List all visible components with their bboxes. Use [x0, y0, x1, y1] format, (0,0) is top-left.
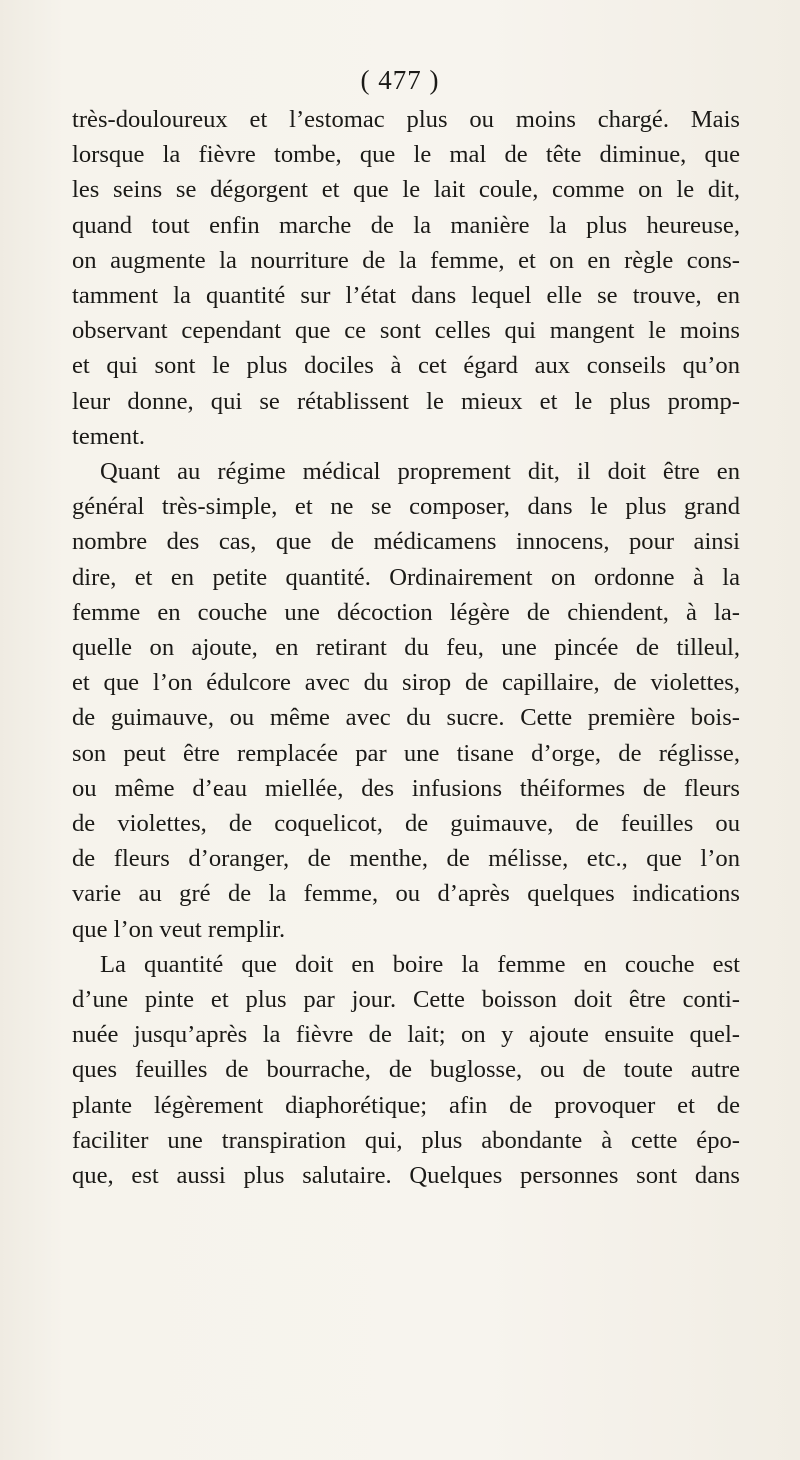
- text-line: observant cependant que ce sont celles qui mangent le moins: [72, 317, 740, 345]
- paragraph-3: [72, 947, 740, 1193]
- paragraph-2: [72, 454, 740, 947]
- text-line: quand tout enfin marche de la manière la plus heureuse,: [72, 211, 740, 239]
- text-line: général très-simple, et ne se composer, dans le plus grand: [72, 493, 740, 521]
- text-line: de fleurs d’oranger, de menthe, de mélisse, etc., que l’on: [72, 845, 740, 873]
- text-line: et que l’on édulcore avec du sirop de capillaire, de violettes,: [72, 669, 740, 697]
- text-line: La quantité que doit en boire la femme en couche est: [100, 950, 740, 978]
- text-line: que l’on veut remplir.: [72, 915, 286, 943]
- text-line: les seins se dégorgent et que le lait coule, comme on le dit,: [72, 176, 740, 204]
- text-line: varie au gré de la femme, ou d’après quelques indications: [72, 880, 740, 908]
- text-line: d’une pinte et plus par jour. Cette boisson doit être conti-: [72, 986, 740, 1014]
- text-line: dire, et en petite quantité. Ordinairement on ordonne à la: [72, 563, 740, 591]
- text-line: plante légèrement diaphorétique; afin de provoquer et de: [72, 1091, 740, 1119]
- text-line: tamment la quantité sur l’état dans lequel elle se trouve, en: [72, 282, 740, 310]
- page-body-text: [72, 102, 740, 1193]
- text-line: quelle on ajoute, en retirant du feu, une pincée de tilleul,: [72, 634, 740, 662]
- text-line: lorsque la fièvre tombe, que le mal de tête diminue, que: [72, 141, 740, 169]
- text-line: nuée jusqu’après la fièvre de lait; on y ajoute ensuite quel-: [72, 1021, 740, 1049]
- text-line: Quant au régime médical proprement dit, il doit être en: [100, 458, 740, 486]
- text-line: que, est aussi plus salutaire. Quelques personnes sont dans: [72, 1162, 740, 1190]
- text-line: et qui sont le plus dociles à cet égard aux conseils qu’on: [72, 352, 740, 380]
- text-line: très-douloureux et l’estomac plus ou moins chargé. Mais: [72, 106, 740, 133]
- text-line: femme en couche une décoction légère de chiendent, à la-: [72, 598, 740, 626]
- text-line: faciliter une transpiration qui, plus abondante à cette épo-: [72, 1126, 740, 1154]
- text-line: ou même d’eau miellée, des infusions théiformes de fleurs: [72, 774, 740, 802]
- paragraph-1: [72, 102, 740, 454]
- text-line: nombre des cas, que de médicamens innocens, pour ainsi: [72, 528, 740, 556]
- text-line: de violettes, de coquelicot, de guimauve, de feuilles ou: [72, 810, 740, 838]
- page-number: ( 477 ): [360, 65, 440, 95]
- text-line: ques feuilles de bourrache, de buglosse, ou de toute autre: [72, 1056, 740, 1084]
- text-line: de guimauve, ou même avec du sucre. Cette première bois-: [72, 704, 740, 732]
- text-line: tement.: [72, 422, 146, 450]
- text-line: son peut être remplacée par une tisane d’orge, de réglisse,: [72, 739, 740, 767]
- text-line: leur donne, qui se rétablissent le mieux et le plus promp-: [72, 387, 740, 415]
- text-line: on augmente la nourriture de la femme, et on en règle cons-: [72, 246, 740, 274]
